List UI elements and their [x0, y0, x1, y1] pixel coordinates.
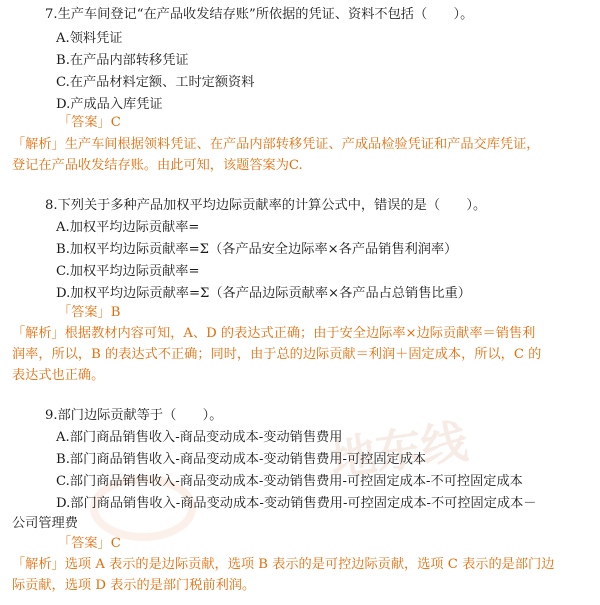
question-9-stem: 9.部门边际贡献等于（ ）。 — [45, 408, 223, 423]
question-8-explanation-line-3: 表达式也正确。 — [12, 368, 105, 383]
question-9-explanation-line-1: 「解析」选项 A 表示的是边际贡献，选项 B 表示的是可控边际贡献，选项 C 表示的是部门边 — [12, 557, 555, 572]
question-9-answer: 「答案」C — [58, 536, 121, 551]
question-7-explanation-line-1: 「解析」生产车间根据领料凭证、在产品内部转移凭证、产成品检验凭证和产品交库凭证， — [12, 137, 540, 152]
question-7-option-c: C.在产品材料定额、工时定额资料 — [56, 75, 255, 90]
question-9-option-d: D.部门商品销售收入-商品变动成本-变动销售费用-可控固定成本-不可控固定成本－ — [56, 496, 537, 511]
question-7-option-a: A.领料凭证 — [56, 31, 123, 46]
question-7-explanation-line-2: 登记在产品收发结存账。由此可知，该题答案为C. — [12, 158, 303, 173]
question-7-option-b: B.在产品内部转移凭证 — [56, 53, 189, 68]
question-8-stem: 8.下列关于多种产品加权平均边际贡献率的计算公式中，错误的是（ ）。 — [45, 198, 487, 213]
question-8-option-c: C.加权平均边际贡献率= — [56, 264, 200, 279]
question-9-option-d-continued: 公司管理费 — [12, 516, 78, 531]
watermark-text: 地东线 — [326, 414, 471, 487]
question-7-answer: 「答案」C — [58, 115, 121, 130]
question-9-option-b: B.部门商品销售收入-商品变动成本-变动销售费用-可控固定成本 — [56, 452, 427, 467]
question-9-option-a: A.部门商品销售收入-商品变动成本-变动销售费用 — [56, 430, 343, 445]
question-7-stem: 7.生产车间登记“在产品收发结存账”所依据的凭证、资料不包括（ ）。 — [45, 7, 474, 22]
question-8-explanation-line-2: 润率，所以，B 的表达式不正确；同时，由于总的边际贡献＝利润＋固定成本，所以，C 的 — [12, 347, 542, 362]
question-9-option-c: C.部门商品销售收入-商品变动成本-变动销售费用-可控固定成本-不可控固定成本 — [56, 474, 523, 489]
question-8-answer: 「答案」B — [58, 305, 121, 320]
question-8-option-d: D.加权平均边际贡献率=Σ（各产品边际贡献率×各产品占总销售比重） — [56, 286, 471, 301]
question-8-option-a: A.加权平均边际贡献率= — [56, 220, 200, 235]
question-7-option-d: D.产成品入库凭证 — [56, 97, 163, 112]
question-9-explanation-line-2: 际贡献，选项 D 表示的是部门税前利润。 — [12, 578, 256, 593]
question-8-explanation-line-1: 「解析」根据教材内容可知，A、D 的表达式正确；由于安全边际率×边际贡献率＝销售利 — [12, 326, 536, 341]
question-8-option-b: B.加权平均边际贡献率=Σ（各产品安全边际率×各产品销售利润率） — [56, 242, 458, 257]
